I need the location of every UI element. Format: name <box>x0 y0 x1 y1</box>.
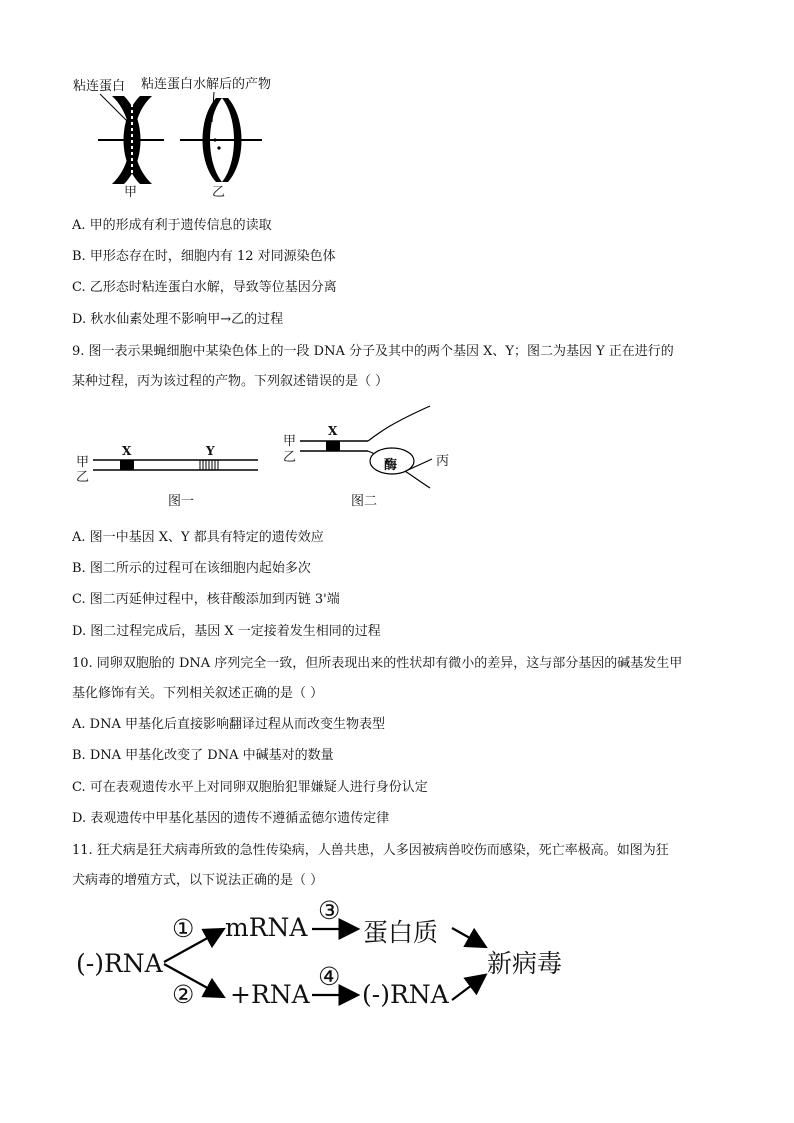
fig2-label-enzyme: 酶 <box>384 458 398 473</box>
flow-step-2: ② <box>172 980 195 1009</box>
flow-mrna: mRNA <box>225 913 308 942</box>
q10-stem-line2: 基化修饰有关。下列相关叙述正确的是（ ） <box>72 686 324 701</box>
q10-option-d: D. 表观遗传中甲基化基因的遗传不遵循孟德尔遗传定律 <box>72 811 390 826</box>
q9-stem-line2: 某种过程，丙为该过程的产物。下列叙述错误的是（ ） <box>72 374 389 389</box>
fig1-label-jia: 甲 <box>76 455 90 470</box>
q9-option-a: A. 图一中基因 X、Y 都具有特定的遗传效应 <box>72 530 324 545</box>
fig2-caption: 图二 <box>351 494 378 509</box>
fig8-label-cohesin: 粘连蛋白 <box>73 79 126 94</box>
q10-stem-line1: 10. 同卵双胞胎的 DNA 序列完全一致，但所表现出来的性状却有微小的差异，这与部分基因的碱基发生甲 <box>72 656 683 671</box>
q9-stem-line1: 9. 图一表示果蝇细胞中某染色体上的一段 DNA 分子及其中的两个基因 X、Y；图二为基因 Y 正在进行的 <box>72 344 674 359</box>
fig2-label-bing: 丙 <box>436 454 450 469</box>
fig1-label-yi: 乙 <box>76 470 90 485</box>
q9-option-c: C. 图二丙延伸过程中，核苷酸添加到丙链 3'端 <box>72 592 340 607</box>
q11-stem-line2: 犬病毒的增殖方式，以下说法正确的是（ ） <box>72 873 324 888</box>
flow-minus-rna: (-)RNA <box>362 980 449 1009</box>
flow-step-3: ③ <box>318 896 341 925</box>
q10-option-a: A. DNA 甲基化后直接影响翻译过程从而改变生物表型 <box>72 717 385 732</box>
q10-option-b: B. DNA 甲基化改变了 DNA 中碱基对的数量 <box>72 748 334 763</box>
flow-new-virus: 新病毒 <box>487 949 563 978</box>
q9-option-d: D. 图二过程完成后，基因 X 一定接着发生相同的过程 <box>72 624 381 639</box>
q11-stem-line1: 11. 狂犬病是狂犬病毒所致的急性传染病，人兽共患，人多因被病兽咬伤而感染，死亡率极高。如图为狂 <box>72 843 669 858</box>
q9-option-b: B. 图二所示的过程可在该细胞内起始多次 <box>72 561 311 576</box>
q8-option-a: A. 甲的形成有利于遗传信息的读取 <box>72 218 272 233</box>
fig2-label-jia: 甲 <box>283 434 297 449</box>
fig1-label-y: Y <box>206 444 215 458</box>
fig2-label-yi: 乙 <box>283 450 297 465</box>
flow-plus-rna: +RNA <box>230 980 310 1009</box>
fig8-label-hydrolysis-product: 粘连蛋白水解后的产物 <box>141 77 272 92</box>
q8-option-c: C. 乙形态时粘连蛋白水解，导致等位基因分离 <box>72 280 337 295</box>
q8-option-b: B. 甲形态存在时，细胞内有 12 对同源染色体 <box>72 249 336 264</box>
arrow-protein-to-new-virus <box>452 928 484 946</box>
flow-step-1: ① <box>172 914 195 943</box>
q8-option-d: D. 秋水仙素处理不影响甲→乙的过程 <box>72 312 284 327</box>
fig8-sublabel-yi: 乙 <box>212 185 226 200</box>
fig1-label-x: X <box>122 444 132 458</box>
fig8-sublabel-jia: 甲 <box>124 185 138 200</box>
flow-start-rna: (-)RNA <box>76 949 163 978</box>
q10-option-c: C. 可在表观遗传水平上对同卵双胞胎犯罪嫌疑人进行身份认定 <box>72 780 428 795</box>
flow-step-4: ④ <box>318 962 341 991</box>
arrow-minus-rna-to-new-virus <box>452 976 484 1000</box>
fig2-label-x: X <box>328 424 338 438</box>
fig1-caption: 图一 <box>168 494 195 509</box>
flow-protein: 蛋白质 <box>363 918 439 947</box>
